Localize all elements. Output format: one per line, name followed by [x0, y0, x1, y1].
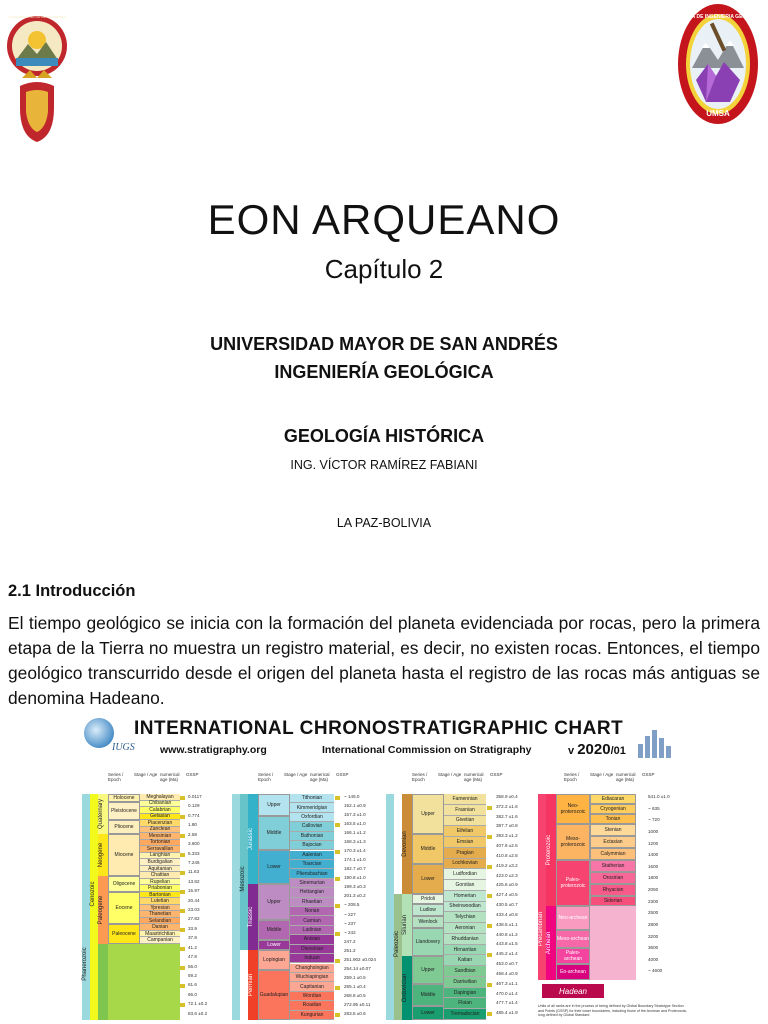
era-cell: Neo-proterozoic	[556, 794, 590, 824]
stage-cell: Changhsingian	[290, 964, 334, 973]
age-label: 259.1 ±0.5	[344, 974, 366, 980]
section-heading: 2.1 Introducción	[8, 582, 136, 600]
epoch-cell: Wenlock	[412, 916, 444, 928]
stage-cell: Olenekian	[290, 945, 334, 954]
gssp-marker	[335, 986, 340, 990]
period-cell: Tonian	[590, 814, 636, 824]
stage-cell: Eifelian	[444, 826, 486, 837]
gssp-marker	[487, 894, 492, 898]
age-label: 47.8	[188, 954, 197, 960]
column-header: GSSP	[336, 772, 349, 777]
age-label: 268.8 ±0.5	[344, 992, 366, 998]
epoch-cell: Upper	[412, 956, 444, 984]
age-label: 174.1 ±1.0	[344, 857, 366, 863]
gssp-marker	[335, 1013, 340, 1017]
era-cell: Meso-archean	[556, 930, 590, 948]
gssp-marker	[180, 890, 185, 894]
eon-label: Phanerozoic	[82, 947, 88, 981]
epoch-cell: Guadalupian	[258, 970, 290, 1020]
stage-cell: Burdigalian	[140, 859, 180, 866]
stage-cell: Wuchiapingian	[290, 973, 334, 982]
stage-cell: Aalenian	[290, 851, 334, 860]
stage-cell: Anisian	[290, 935, 334, 944]
age-label: 83.6 ±0.2	[188, 1010, 208, 1016]
stage-cell: Lutetian	[140, 898, 180, 905]
gssp-marker	[487, 806, 492, 810]
age-label: 443.8 ±1.5	[496, 941, 518, 947]
gssp-marker	[180, 796, 185, 800]
stage-cell: Bajocian	[290, 841, 334, 850]
chart-header	[82, 714, 690, 764]
epoch-cell: Upper	[258, 794, 290, 816]
age-label: 2.58	[188, 831, 197, 837]
stage-cell: Gelasian	[140, 814, 180, 821]
eon-band	[232, 794, 240, 1020]
stage-cell: Langhian	[140, 853, 180, 860]
epoch-cell: Middle	[412, 984, 444, 1006]
stage-cell: Oxfordian	[290, 813, 334, 822]
stage-cell: Sandbian	[444, 966, 486, 977]
age-label: 23.03	[188, 907, 200, 912]
age-label: 430.5 ±0.7	[496, 902, 518, 908]
stage-cell: Calabrian	[140, 807, 180, 814]
column-header: numerical age (Ma)	[310, 772, 330, 782]
age-label: 157.3 ±1.0	[344, 812, 366, 818]
period-label: Jurassic	[248, 828, 254, 851]
age-label: 1000	[648, 828, 659, 834]
left-seal-text: UNIVERSIDAD MAYOR DE SAN ANDRÉS	[8, 15, 66, 19]
chart-version: v 2020/01	[568, 741, 626, 758]
period-cell: Rhyacian	[590, 884, 636, 896]
stage-cell: Sinemurian	[290, 879, 334, 888]
period-cell: Stenian	[590, 824, 636, 836]
age-label: 458.4 ±0.9	[496, 970, 518, 976]
globe-icon	[84, 718, 114, 748]
period-cell: Statherian	[590, 860, 636, 872]
age-label: 2300	[648, 898, 659, 904]
stage-cell: Pliensbachian	[290, 869, 334, 878]
age-label: 152.1 ±0.9	[344, 803, 366, 809]
epoch-cell: Lower	[412, 864, 444, 894]
stage-cell: Toarcian	[290, 860, 334, 869]
era-band	[590, 906, 636, 980]
age-label: 470.0 ±1.4	[496, 990, 518, 996]
epoch-cell: Lower	[412, 1006, 444, 1020]
epoch-cell: Lopingian	[258, 950, 290, 970]
stage-cell: Darriwilian	[444, 977, 486, 988]
age-label: ~ 635	[648, 805, 660, 811]
stage-cell: Thanetian	[140, 911, 180, 918]
institution-block	[0, 330, 768, 386]
stage-cell: Carnian	[290, 916, 334, 925]
age-label: 272.95 ±0.11	[344, 1001, 371, 1007]
gssp-marker	[180, 909, 185, 913]
stage-cell: Homerian	[444, 891, 486, 902]
chart-title: INTERNATIONAL CHRONOSTRATIGRAPHIC CHART	[134, 718, 624, 739]
stage-cell: Aquitanian	[140, 866, 180, 873]
age-label: 56.0	[188, 963, 197, 969]
age-label: 13.82	[188, 878, 200, 884]
age-label: 2050	[648, 887, 659, 892]
chapter-subtitle: Capítulo 2	[324, 254, 444, 284]
gssp-marker	[335, 904, 340, 908]
stage-cell: Emsian	[444, 837, 486, 848]
period-cell: Calymmian	[590, 848, 636, 860]
faculty-name: INGENIERÍA GEOLÓGICA	[274, 362, 494, 382]
epoch-cell: Paleocene	[108, 924, 140, 944]
column-header: Stage / Age	[438, 772, 462, 777]
age-label: 166.1 ±1.2	[344, 830, 366, 836]
gssp-marker	[180, 815, 185, 819]
age-label: ~ 720	[648, 817, 660, 823]
age-label: 433.4 ±0.8	[496, 911, 518, 917]
age-label: 254.14 ±0.07	[344, 965, 371, 971]
period-label: Devonian	[402, 831, 408, 857]
stage-cell: Tithonian	[290, 794, 334, 803]
stage-cell: Maastrichtian	[140, 931, 180, 938]
stage-cell: Norian	[290, 907, 334, 916]
epoch-cell: Ludlow	[412, 904, 444, 916]
age-label: 201.3 ±0.2	[344, 893, 366, 899]
teacher-name: ING. VÍCTOR RAMÍREZ FABIANI	[290, 458, 478, 472]
era-label: Paleozoic	[394, 931, 400, 958]
period-label: Silurian	[402, 915, 408, 936]
document-title: EON ARQUEANO	[207, 196, 561, 243]
epoch-cell: Eocene	[108, 892, 140, 924]
epoch-cell: Middle	[412, 834, 444, 864]
gssp-marker	[487, 924, 492, 928]
column-header: Stage / Age	[590, 772, 614, 777]
gssp-marker	[487, 953, 492, 957]
epoch-cell: Lower	[258, 940, 290, 950]
stage-cell: Chibanian	[140, 801, 180, 808]
age-label: 1600	[648, 863, 659, 869]
column-header: numerical age (Ma)	[464, 772, 484, 782]
column-header: Series / Epoch	[412, 772, 428, 782]
period-cell: Orosirian	[590, 872, 636, 884]
age-label: 190.8 ±1.0	[344, 875, 366, 881]
age-label: 5.333	[188, 850, 200, 856]
stage-cell: Meghalayan	[140, 794, 180, 801]
epoch-cell: Middle	[258, 920, 290, 940]
period-label: Quaternary	[98, 799, 104, 830]
eon-band	[386, 794, 394, 1020]
age-label: 27.82	[188, 916, 200, 922]
iugs-logo: IUGS	[112, 742, 135, 753]
column-header: GSSP	[186, 772, 199, 777]
hadean-label: Hadean	[542, 984, 604, 998]
stage-cell: Serravallian	[140, 846, 180, 853]
age-label: ~ 4600	[648, 968, 663, 974]
stage-cell: Floian	[444, 998, 486, 1009]
column-header: Stage / Age	[284, 772, 308, 777]
period-label: Ordovician	[402, 973, 408, 1003]
stage-cell: Frasnian	[444, 805, 486, 816]
age-label: 0.0117	[188, 794, 202, 799]
section-paragraph: El tiempo geológico se inicia con la formación del planeta evidenciada por rocas, pero la primera etapa de la Tierra no muestra un registro material, es decir, no existen rocas. Entonces, el tiempo geológico transcurrido desde el origen del planeta hasta el registro de las rocas más antiguas se denomina Hadeano.	[8, 613, 760, 708]
gssp-marker	[180, 984, 185, 988]
stage-cell: Rhaetian	[290, 898, 334, 907]
age-label: 407.6 ±2.6	[496, 843, 518, 849]
age-label: 358.9 ±0.4	[496, 794, 518, 799]
age-label: ~ 227	[344, 911, 356, 917]
chronostratigraphic-chart-figure	[82, 714, 690, 1024]
stage-cell: Tremadocian	[444, 1009, 486, 1020]
stage-cell: Bartonian	[140, 892, 180, 899]
period-band	[98, 944, 108, 1020]
age-label: 3.600	[188, 841, 200, 847]
gssp-marker	[180, 853, 185, 857]
age-label: 251.2	[344, 947, 356, 953]
era-cell: Paleo-archean	[556, 948, 590, 964]
stage-cell: Capitanian	[290, 982, 334, 991]
stage-cell: Rupelian	[140, 879, 180, 886]
gssp-marker	[335, 850, 340, 854]
stage-cell: Rhuddanian	[444, 934, 486, 945]
gssp-marker	[180, 966, 185, 970]
age-label: 37.8	[188, 935, 197, 941]
epoch-cell: Llandovery	[412, 928, 444, 956]
age-label: 170.3 ±1.4	[344, 848, 366, 854]
age-label: 3200	[648, 933, 659, 939]
epoch-cell: Lower	[258, 850, 290, 884]
epoch-cell: Holocene	[108, 794, 140, 802]
era-cell: Eo-archean	[556, 964, 590, 980]
chart-organization: International Commission on Stratigraphy	[322, 744, 532, 756]
age-label: 11.63	[188, 869, 200, 875]
age-label: 1.80	[188, 822, 197, 828]
period-cell: Ediacaran	[590, 794, 636, 804]
age-label: 72.1 ±0.2	[188, 1001, 208, 1007]
gssp-marker	[180, 928, 185, 932]
age-label: ~ 242	[344, 929, 356, 935]
age-label: 541.0 ±1.0	[648, 794, 670, 799]
age-label: 467.3 ±1.1	[496, 980, 518, 986]
column-header: Series / Epoch	[564, 772, 580, 782]
age-label: 2800	[648, 921, 659, 927]
gssp-marker	[487, 1012, 492, 1016]
age-label: 372.2 ±1.6	[496, 803, 518, 809]
stage-cell: Ladinian	[290, 926, 334, 935]
epoch-cell: Pleistocene	[108, 802, 140, 820]
stage-cell: Kungurian	[290, 1011, 334, 1020]
stage-cell: Wordian	[290, 992, 334, 1001]
age-label: 20.44	[188, 897, 200, 903]
right-seal-bottom-text: UMSA	[706, 109, 730, 118]
stage-cell: Pragian	[444, 848, 486, 859]
epoch-cell: Miocene	[108, 834, 140, 876]
age-label: 1200	[648, 840, 659, 846]
period-label: Triassic	[248, 906, 254, 928]
place: LA PAZ-BOLIVIA	[336, 516, 432, 530]
chart-url: www.stratigraphy.org	[160, 744, 267, 756]
age-label: 59.2	[188, 972, 197, 978]
geology-department-seal-logo	[670, 2, 766, 126]
age-label: 382.7 ±1.6	[496, 813, 518, 819]
age-label: 66.0	[188, 991, 197, 997]
stage-cell: Givetian	[444, 816, 486, 827]
age-label: 283.5 ±0.6	[344, 1010, 366, 1016]
column-header: GSSP	[642, 772, 655, 777]
gssp-marker	[180, 834, 185, 838]
age-label: 7.246	[188, 859, 200, 865]
gssp-marker	[335, 932, 340, 936]
age-label: 0.774	[188, 812, 200, 818]
age-label: 199.3 ±0.3	[344, 884, 366, 890]
age-label: 438.5 ±1.1	[496, 921, 518, 927]
age-label: 251.902 ±0.024	[344, 956, 376, 962]
stage-cell: Dapingian	[444, 988, 486, 999]
period-label: Paleogene	[98, 895, 104, 925]
age-label: 387.7 ±0.8	[496, 823, 518, 829]
age-label: 1800	[648, 875, 659, 881]
age-label: 485.4 ±1.9	[496, 1010, 518, 1016]
age-label: 61.6	[188, 982, 197, 988]
age-label: 0.129	[188, 803, 200, 809]
age-label: 182.7 ±0.7	[344, 866, 366, 872]
university-name: UNIVERSIDAD MAYOR DE SAN ANDRÉS	[210, 334, 558, 354]
stage-cell: Ypresian	[140, 905, 180, 912]
column-header: numerical age (Ma)	[160, 772, 180, 782]
era-label: Mesozoic	[240, 866, 246, 892]
chart-footnote: Units of all ranks are in the process of being defined by Global Boundary Stratotype Section and Points (GSSP) for their lower boundaries, including those of the Archean and Proterozoic, long defined by Global Standard	[538, 1004, 688, 1017]
era-cell: Neo-archean	[556, 906, 590, 930]
stage-band	[108, 944, 180, 1020]
epoch-cell: Middle	[258, 816, 290, 850]
stage-cell: Hettangian	[290, 888, 334, 897]
gssp-marker	[487, 983, 492, 987]
stage-cell: Piacenzian	[140, 820, 180, 827]
age-label: 453.0 ±0.7	[496, 961, 518, 967]
stage-cell: Telychian	[444, 912, 486, 923]
stage-cell: Kimmeridgian	[290, 803, 334, 812]
age-label: 425.6 ±0.9	[496, 882, 518, 888]
column-header: Series / Epoch	[258, 772, 274, 782]
epoch-cell: Upper	[412, 794, 444, 834]
stage-cell: Campanian	[140, 937, 180, 944]
column-header: numerical age (Ma)	[616, 772, 636, 782]
age-label: ~ 237	[344, 920, 356, 926]
stage-cell: Roadian	[290, 1001, 334, 1010]
age-label: 440.8 ±1.2	[496, 931, 518, 937]
age-label: 41.2	[188, 944, 197, 950]
era-cell: Paleo-proterozoic	[556, 860, 590, 906]
gssp-marker	[487, 865, 492, 869]
stage-cell: Aeronian	[444, 923, 486, 934]
university-seal-logo	[6, 8, 68, 144]
gssp-marker	[180, 1003, 185, 1007]
stage-cell: Messinian	[140, 833, 180, 840]
gssp-marker	[335, 959, 340, 963]
building-icon	[636, 728, 670, 758]
column-header: GSSP	[490, 772, 503, 777]
stage-cell: Priabonian	[140, 885, 180, 892]
age-label: 33.9	[188, 925, 197, 931]
gssp-marker	[487, 835, 492, 839]
stage-cell: Selandian	[140, 918, 180, 925]
period-cell: Cryogenian	[590, 804, 636, 814]
age-label: 168.3 ±1.3	[344, 839, 366, 845]
gssp-marker	[335, 823, 340, 827]
age-label: 423.0 ±2.3	[496, 872, 518, 878]
gssp-marker	[335, 877, 340, 881]
age-label: 1400	[648, 852, 659, 858]
stage-cell: Callovian	[290, 822, 334, 831]
gssp-marker	[180, 871, 185, 875]
epoch-cell: Oligocene	[108, 876, 140, 892]
eon-label: Archean	[546, 931, 552, 955]
course-name: GEOLOGÍA HISTÓRICA	[283, 426, 485, 446]
eon-label: Precambrian	[538, 912, 544, 947]
era-label: Cenozoic	[90, 881, 96, 907]
stage-cell: Gorstian	[444, 880, 486, 891]
age-label: 393.3 ±1.2	[496, 833, 518, 839]
age-label: 265.1 ±0.4	[344, 983, 366, 989]
stage-cell: Induan	[290, 954, 334, 963]
right-seal-text: CARRERA DE INGENIERIA GEOLOGICA	[670, 14, 766, 20]
period-cell: Siderian	[590, 896, 636, 906]
age-label: ~ 145.0	[344, 794, 360, 799]
epoch-cell: Pridoli	[412, 894, 444, 904]
stage-cell: Zanclean	[140, 827, 180, 834]
age-label: 445.2 ±1.4	[496, 951, 518, 957]
age-label: 4000	[648, 956, 659, 962]
stage-cell: Bathonian	[290, 832, 334, 841]
age-label: 477.7 ±1.4	[496, 1000, 518, 1006]
age-label: 419.2 ±3.2	[496, 862, 518, 868]
age-label: 3600	[648, 945, 659, 951]
period-label: Permian	[248, 973, 254, 997]
stage-cell: Hirnantian	[444, 945, 486, 956]
stage-cell: Danian	[140, 924, 180, 931]
column-header: Series / Epoch	[108, 772, 124, 782]
stage-cell: Famennian	[444, 794, 486, 805]
age-label: 427.4 ±0.5	[496, 892, 518, 898]
period-label: Neogene	[98, 842, 104, 868]
age-label: 247.2	[344, 938, 356, 944]
stage-cell: Chattian	[140, 872, 180, 879]
column-header: Stage / Age	[134, 772, 158, 777]
period-cell: Ectasian	[590, 836, 636, 848]
age-label: 2500	[648, 910, 659, 916]
stage-cell: Sheinwoodian	[444, 902, 486, 913]
epoch-cell: Upper	[258, 884, 290, 920]
gssp-marker	[180, 947, 185, 951]
gssp-marker	[335, 796, 340, 800]
epoch-cell: Pliocene	[108, 820, 140, 834]
stage-cell: Lochkovian	[444, 859, 486, 870]
stage-cell: Katian	[444, 955, 486, 966]
eon-label: Proterozoic	[546, 834, 552, 866]
era-cell: Meso-proterozoic	[556, 824, 590, 860]
age-label: ~ 208.5	[344, 902, 360, 908]
stage-cell: Tortonian	[140, 840, 180, 847]
age-label: 163.5 ±1.0	[344, 821, 366, 827]
age-label: 410.8 ±2.8	[496, 852, 518, 858]
stage-cell: Ludfordian	[444, 869, 486, 880]
age-label: 15.97	[188, 888, 200, 894]
